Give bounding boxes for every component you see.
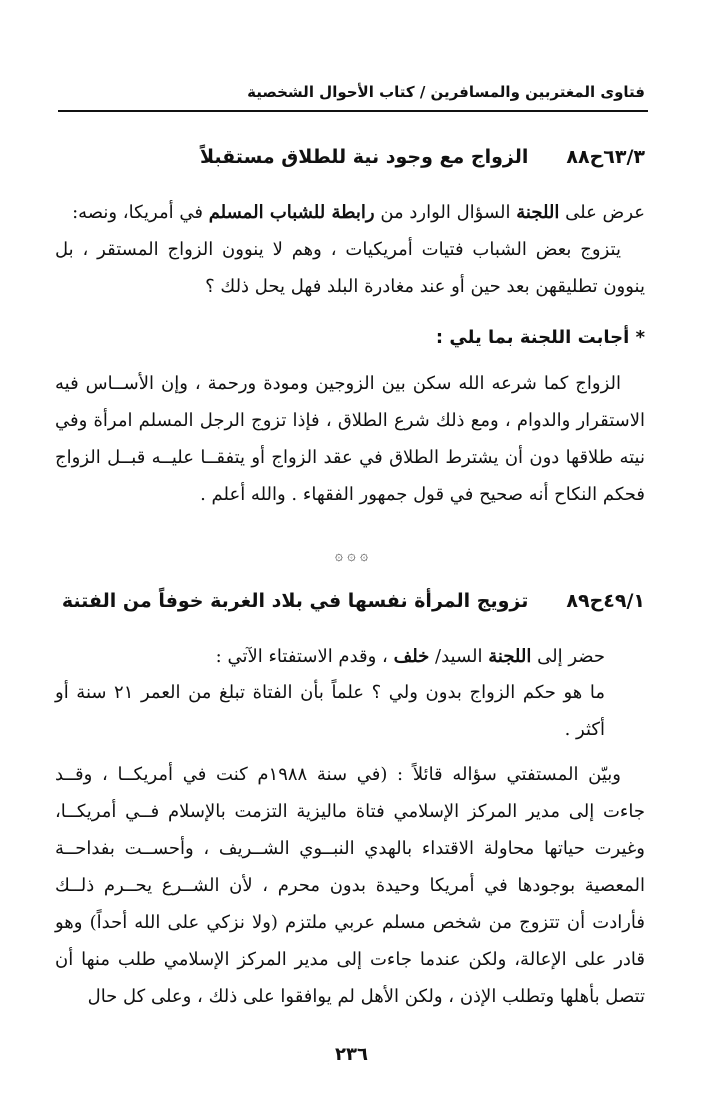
fatwa-1-answer: الزواج كما شرعه الله سكن بين الزوجين ومودة ورحمة ، وإن الأســاس فيه الاستقرار والدوام ، ومع ذلك شرع الطلاق ، فإذا تزوج الرجل المسلم امرأة وفي نيته طلاقها دون أن يشترط الطلاق في عقد الزواج أو يتفقــا عليــه قبــل الزواج فحكم النكاح أنه صحيح في قول جمهور الفقهاء . والله أعلم . bbox=[55, 373, 645, 505]
association-name: رابطة للشباب المسلم bbox=[208, 202, 375, 223]
text-run: حضر إلى bbox=[531, 646, 605, 667]
fatwa-1-number: ٦٣/٣ح٨٨ bbox=[566, 146, 645, 168]
text-run: السيد/ bbox=[429, 646, 489, 667]
fatwa-2-explanation: وبيّن المستفتي سؤاله قائلاً : (في سنة ١٩٨٨م كنت في أمريكــا ، وقــد جاءت إلى مدير المركز الإسلامي فتاة ماليزية التزمت بالإسلام فــي أمريكــا، وغيرت حياتها محاولة الاقتداء بالهدي النبــوي الشــريف ، وأحســت بفداحــة المعصية بوجودها في أمريكا وحيدة بدون محرم ، لأن الشــرع يحــرم ذلــك فأرادت أن تتزوج من شخص مسلم عربي ملتزم (ولا نزكي على الله أحداً) وهو قادر على الإعالة، ولكن عندما جاءت إلى مدير المركز الإسلامي طلب منها أن تتصل بأهلها وتطلب الإذن ، ولكن الأهل لم يوافقوا على ذلك ، وعلى كل حال bbox=[55, 764, 645, 1007]
fatwa-2-title: تزويج المرأة نفسها في بلاد الغربة خوفاً من الفتنة bbox=[61, 590, 529, 612]
text-run: ، وقدم الاستفتاء الآتي : bbox=[215, 646, 394, 667]
text-run: السؤال الوارد من bbox=[374, 202, 517, 223]
committee-label: اللجنة bbox=[488, 646, 532, 667]
fatwa-1-title: الزواج مع وجود نية للطلاق مستقبلاً bbox=[199, 146, 529, 168]
page-number: ٢٣٦ bbox=[335, 1044, 368, 1065]
fatwa-1-question: يتزوج بعض الشباب فتيات أمريكيات ، وهم لا ينوون الزواج المستقر ، بل ينوون تطليقهن بعد حين أو عند مغادرة البلد فهل يحل ذلك ؟ bbox=[55, 239, 645, 297]
petitioner-name: خلف bbox=[393, 646, 430, 667]
fatwa-1-answer-heading: * أجابت اللجنة بما يلي : bbox=[435, 327, 645, 348]
text-run: عرض على bbox=[559, 202, 645, 223]
fatwa-2-number: ٤٩/١ح٨٩ bbox=[566, 590, 645, 612]
committee-label: اللجنة bbox=[516, 202, 560, 223]
fatwa-1-heading bbox=[45, 146, 645, 168]
header-rule bbox=[58, 110, 648, 112]
fatwa-2-heading bbox=[45, 590, 645, 612]
fatwa-1-question-intro bbox=[55, 194, 645, 231]
text-run: في أمريكا، ونصه: bbox=[72, 202, 209, 223]
section-ornament: ۞ ۞ ۞ bbox=[334, 548, 369, 564]
running-header: فتاوى المغتربين والمسافرين / كتاب الأحوال الشخصية bbox=[247, 83, 645, 101]
fatwa-2-question: ما هو حكم الزواج بدون ولي ؟ علماً بأن الفتاة تبلغ من العمر ٢١ سنة أو أكثر . bbox=[55, 682, 605, 740]
fatwa-2-intro bbox=[55, 638, 605, 675]
